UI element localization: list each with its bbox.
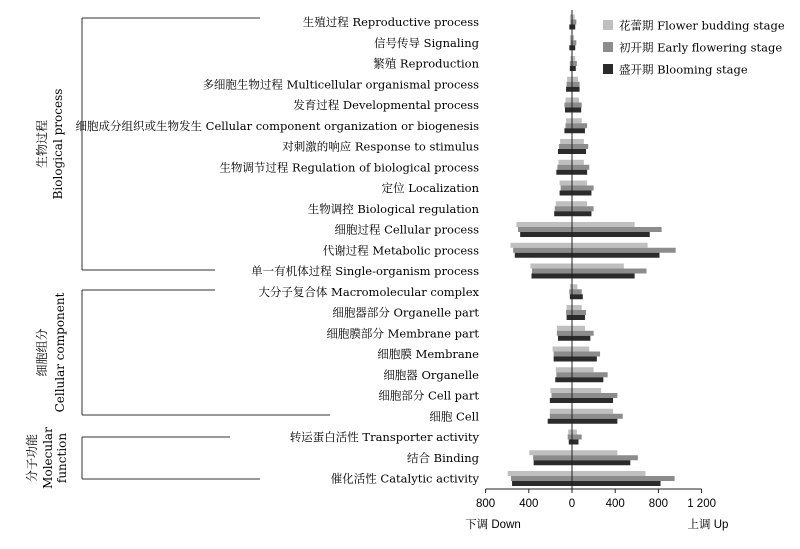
bar-down-series-2 (550, 414, 572, 419)
group-label-en-line1: Molecular (41, 427, 55, 489)
bar-up-series-3 (572, 149, 586, 154)
bar-up-series-3 (572, 440, 578, 445)
bar-down-series-2 (532, 269, 572, 274)
bar-up-series-1 (572, 326, 585, 331)
bar-up-series-3 (572, 211, 591, 216)
bar-up-series-2 (572, 186, 594, 191)
bar-down-series-3 (558, 149, 572, 154)
bar-down-series-2 (556, 372, 572, 377)
bar-up-series-3 (572, 66, 576, 71)
bar-up-series-1 (572, 77, 578, 82)
bar-down-series-1 (556, 201, 572, 206)
bar-up-series-2 (572, 227, 662, 232)
bar-down-series-2 (554, 352, 572, 357)
legend-swatch-1 (603, 20, 613, 30)
bar-down-series-1 (568, 430, 572, 435)
bar-up-series-2 (572, 165, 589, 170)
category-label: 多细胞生物过程 Multicellular organismal process (202, 77, 479, 92)
bar-up-series-3 (572, 274, 635, 279)
bar-down-series-1 (530, 264, 572, 269)
bar-up-series-1 (572, 450, 617, 455)
bar-up-series-1 (572, 98, 579, 103)
bar-down-series-3 (567, 315, 572, 320)
bar-up-series-3 (572, 419, 617, 424)
bar-up-series-3 (572, 170, 587, 175)
bar-down-series-1 (567, 77, 572, 82)
bar-up-series-3 (572, 357, 597, 362)
bar-up-series-2 (572, 248, 676, 253)
x-tick-label: 0 (568, 498, 576, 510)
bar-down-series-1 (566, 98, 572, 103)
bar-up-series-1 (572, 305, 582, 310)
bar-down-series-3 (515, 253, 572, 258)
bar-down-series-2 (566, 310, 572, 315)
bar-down-series-3 (550, 398, 572, 403)
bar-up-series-1 (572, 367, 594, 372)
bar-up-series-1 (572, 222, 635, 227)
bar-down-series-2 (564, 103, 572, 108)
legend-swatch-2 (603, 42, 613, 52)
bar-up-series-2 (572, 40, 576, 45)
bar-up-series-1 (572, 201, 587, 206)
bar-up-series-3 (572, 481, 661, 486)
bar-down-series-3 (548, 419, 572, 424)
bar-up-series-3 (572, 294, 583, 299)
bar-down-series-1 (559, 160, 573, 165)
legend-swatch-3 (603, 64, 613, 74)
bar-up-series-1 (572, 243, 648, 248)
bar-down-series-3 (520, 232, 572, 237)
bar-up-series-2 (572, 310, 586, 315)
bar-down-series-1 (553, 347, 572, 352)
category-label: 细胞膜 Membrane (377, 347, 479, 361)
bar-down-series-3 (512, 481, 572, 486)
bar-up-series-3 (572, 191, 591, 196)
bar-up-series-3 (572, 315, 585, 320)
bar-down-series-1 (550, 388, 572, 393)
bar-up-series-2 (572, 435, 582, 440)
bar-down-series-2 (551, 393, 572, 398)
bar-up-series-2 (572, 352, 600, 357)
bar-up-series-2 (572, 476, 675, 481)
bar-down-series-3 (556, 170, 572, 175)
bar-up-series-2 (572, 414, 623, 419)
bar-up-series-2 (572, 123, 587, 128)
category-label: 对刺激的响应 Response to stimulus (282, 139, 479, 154)
category-label: 结合 Binding (407, 450, 479, 465)
bar-down-series-2 (513, 248, 572, 253)
bar-up-series-2 (572, 289, 582, 294)
category-label: 细胞器 Organelle (383, 367, 479, 382)
bar-up-series-1 (572, 264, 624, 269)
bar-down-series-1 (557, 326, 572, 331)
bar-down-series-3 (555, 377, 572, 382)
bar-down-series-3 (554, 357, 572, 362)
bar-up-series-1 (572, 160, 584, 165)
bar-up-series-1 (572, 430, 577, 435)
x-tick-label: 800 (648, 498, 668, 510)
category-label: 信号传导 Signaling (374, 35, 479, 50)
bar-up-series-1 (572, 347, 589, 352)
bar-up-series-2 (572, 269, 647, 274)
x-tick-label: 400 (519, 498, 539, 510)
bar-up-series-3 (572, 377, 603, 382)
category-label: 细胞 Cell (429, 409, 479, 424)
bar-up-series-2 (572, 372, 608, 377)
bar-up-series-2 (572, 82, 580, 87)
bar-down-series-3 (565, 108, 572, 113)
category-label: 繁殖 Reproduction (373, 56, 479, 71)
bar-up-series-1 (572, 284, 577, 289)
bar-up-series-3 (572, 398, 613, 403)
bar-down-series-1 (550, 409, 572, 414)
category-label: 细胞器部分 Organelle part (332, 305, 479, 320)
bar-down-series-2 (567, 82, 572, 87)
bar-down-series-2 (555, 206, 572, 211)
bar-down-series-3 (534, 460, 572, 465)
bar-down-series-1 (560, 139, 572, 144)
category-label: 生殖过程 Reproductive process (302, 15, 479, 29)
bar-up-series-2 (572, 455, 638, 460)
bar-down-series-1 (510, 243, 572, 248)
bar-up-series-2 (572, 331, 594, 336)
bar-up-series-2 (572, 206, 594, 211)
category-label: 转运蛋白活性 Transporter activity (289, 430, 479, 444)
bar-up-series-1 (572, 409, 613, 414)
legend-label-1: 花蕾期 Flower budding stage (619, 18, 785, 33)
bar-down-series-3 (554, 211, 572, 216)
x-axis-label-up: 上调 Up (687, 519, 729, 531)
bar-up-series-1 (572, 181, 587, 186)
bar-down-series-2 (518, 227, 572, 232)
bar-up-series-2 (572, 103, 582, 108)
bar-down-series-1 (516, 222, 572, 227)
group-label-cn: 生物过程 (35, 119, 49, 169)
bar-up-series-2 (572, 20, 576, 25)
bar-down-series-2 (533, 455, 572, 460)
bar-up-series-3 (572, 253, 659, 258)
bar-up-series-3 (572, 87, 580, 92)
category-label: 细胞膜部分 Membrane part (326, 326, 479, 341)
bar-down-series-1 (556, 367, 572, 372)
bar-down-series-2 (557, 331, 572, 336)
bar-down-series-3 (566, 87, 572, 92)
x-axis-label-down: 下调 Down (465, 519, 521, 531)
bar-up-series-3 (572, 108, 581, 113)
bar-up-series-2 (572, 144, 588, 149)
bar-down-series-2 (557, 165, 572, 170)
bar-down-series-1 (567, 305, 572, 310)
bar-down-series-1 (566, 118, 572, 123)
group-label-cn: 细胞组分 (35, 328, 49, 377)
category-label: 大分子复合体 Macromolecular complex (258, 284, 479, 299)
bar-up-series-3 (572, 336, 590, 341)
bar-down-series-3 (560, 191, 572, 196)
category-label: 细胞部分 Cell part (378, 388, 479, 403)
bar-down-series-2 (568, 435, 572, 440)
category-label: 催化活性 Catalytic activity (330, 471, 479, 486)
bar-up-series-3 (572, 232, 650, 237)
bar-down-series-1 (529, 450, 572, 455)
bar-down-series-3 (532, 274, 573, 279)
group-label-cn: 分子功能 (25, 433, 39, 483)
legend-label-3: 盛开期 Blooming stage (619, 62, 748, 77)
category-label: 生物调控 Biological regulation (307, 201, 479, 216)
bar-down-series-2 (559, 144, 572, 149)
bar-up-series-3 (572, 128, 585, 133)
bar-up-series-1 (572, 388, 601, 393)
legend-label-2: 初开期 Early flowering stage (619, 40, 783, 55)
category-label: 代谢过程 Metabolic process (322, 243, 479, 258)
category-label: 细胞成分组织或生物发生 Cellular component organization or biogenesis (75, 118, 479, 133)
category-label: 定位 Localization (381, 181, 479, 195)
bar-down-series-2 (561, 186, 572, 191)
bar-down-series-1 (560, 181, 572, 186)
bar-up-series-1 (572, 471, 645, 476)
category-label: 生物调节过程 Regulation of biological process (219, 160, 479, 175)
bar-up-series-2 (572, 61, 577, 66)
category-label: 细胞过程 Cellular process (334, 222, 479, 237)
group-label-en: Biological process (51, 88, 65, 200)
group-label-en: Cellular component (53, 292, 67, 413)
x-tick-label: 1 200 (687, 498, 716, 510)
bar-up-series-1 (572, 118, 582, 123)
x-tick-label: 800 (476, 498, 496, 510)
bar-down-series-2 (566, 123, 572, 128)
bar-down-series-3 (558, 336, 572, 341)
category-label: 单一有机体过程 Single-organism process (251, 264, 479, 278)
bar-up-series-1 (572, 139, 584, 144)
x-tick-label: 400 (605, 498, 625, 510)
category-label: 发育过程 Developmental process (293, 98, 479, 112)
bar-down-series-1 (508, 471, 572, 476)
bar-down-series-3 (564, 128, 572, 133)
bar-up-series-2 (572, 393, 617, 398)
bar-up-series-3 (572, 460, 630, 465)
bar-down-series-2 (511, 476, 572, 481)
group-label-en-line2: function (55, 432, 69, 484)
